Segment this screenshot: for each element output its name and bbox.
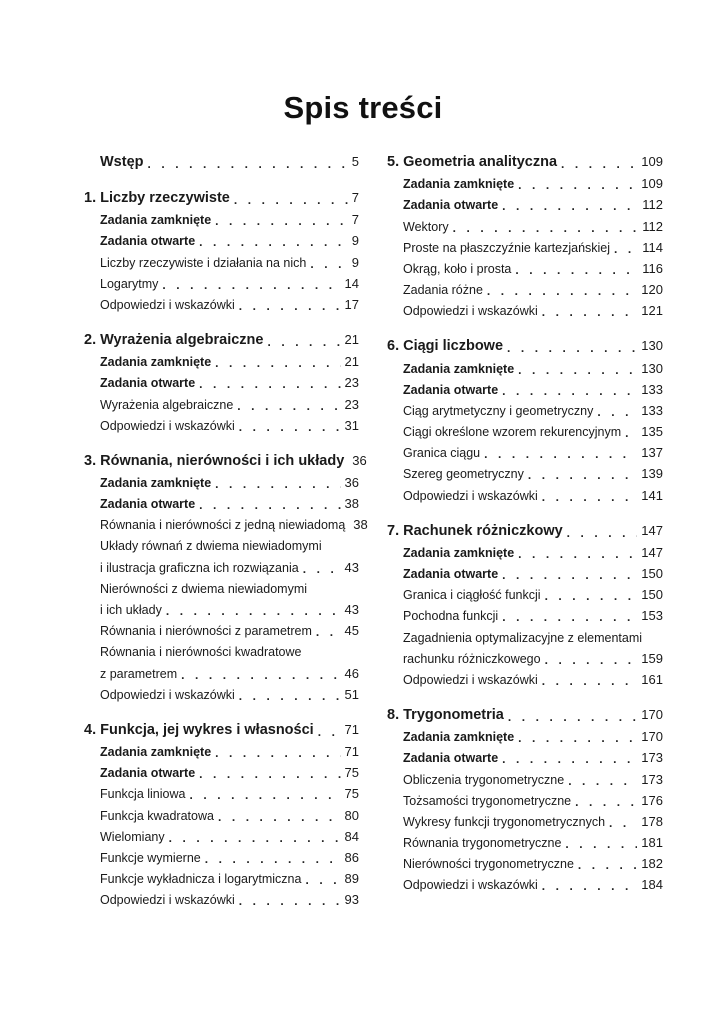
toc-entry-label: 4. Funkcja, jej wykres i własności	[84, 721, 314, 738]
toc-entry-label: Równania i nierówności z parametrem	[100, 624, 312, 639]
dot-leader	[518, 731, 637, 745]
toc-entry-label: 8. Trygonometria	[387, 706, 504, 723]
toc-entry[interactable]	[84, 349, 359, 370]
toc-entry-label: Szereg geometryczny	[403, 467, 524, 482]
toc-page-number: 176	[641, 792, 663, 808]
toc-entry[interactable]	[84, 660, 359, 681]
toc-entry[interactable]	[387, 377, 663, 398]
toc-entry[interactable]	[84, 760, 359, 781]
dot-leader	[166, 604, 341, 618]
dot-leader	[502, 199, 638, 213]
toc-entry-label: Nierówności z dwiema niewiadomymi	[100, 581, 308, 596]
toc-entry-label: Równania trygonometryczne	[403, 836, 562, 851]
toc-page-number: 109	[641, 154, 663, 169]
dot-leader	[310, 257, 347, 271]
toc-entry[interactable]	[387, 419, 663, 440]
toc-page-number: 38	[344, 496, 359, 512]
toc-page-number: 71	[344, 721, 359, 737]
toc-entry[interactable]	[84, 491, 359, 512]
toc-page-number: 178	[641, 813, 663, 829]
toc-page-number: 89	[344, 871, 359, 887]
toc-page-number: 184	[641, 877, 663, 893]
dot-leader	[515, 263, 638, 277]
toc-entry[interactable]	[84, 391, 359, 412]
toc-page-number: 23	[344, 375, 359, 391]
dot-leader	[507, 341, 637, 355]
dot-leader	[487, 284, 637, 298]
dot-leader	[267, 335, 340, 349]
toc-page-number: 181	[641, 835, 663, 851]
dot-leader	[542, 879, 638, 893]
toc-entry-label: Wyrażenia algebraiczne	[100, 397, 234, 412]
toc-entry-label: Zadania zamknięte	[100, 213, 212, 228]
toc-section[interactable]	[387, 333, 663, 355]
toc-entry-label: Zadania otwarte	[403, 198, 499, 213]
toc-entry[interactable]	[387, 213, 663, 234]
toc-entry-label: Odpowiedzi i wskazówki	[403, 878, 538, 893]
dot-leader	[568, 774, 637, 788]
toc-section[interactable]	[387, 702, 663, 724]
dot-leader	[239, 689, 341, 703]
toc-entry-label: Wstęp	[100, 154, 144, 170]
dot-leader	[508, 710, 637, 724]
toc-entry[interactable]	[84, 802, 359, 823]
toc-entry-label: 5. Geometria analityczna	[387, 154, 558, 170]
toc-page-number: 5	[351, 154, 359, 169]
dot-leader	[542, 305, 638, 319]
toc-page-number: 139	[641, 466, 663, 482]
dot-leader	[518, 547, 637, 561]
toc-entry-label: Granica ciągu	[403, 446, 481, 461]
dot-leader	[215, 214, 348, 228]
toc-entry-label: Zadania otwarte	[100, 376, 196, 391]
toc-page-number: 86	[344, 849, 359, 865]
toc-entry-label: Odpowiedzi i wskazówki	[403, 672, 538, 687]
toc-entry-label: Funkcja kwadratowa	[100, 808, 214, 823]
toc-entry-label: Zadania zamknięte	[403, 730, 515, 745]
dot-leader	[502, 568, 637, 582]
toc-page-number: 21	[344, 331, 359, 347]
toc-entry[interactable]	[84, 228, 359, 249]
toc-page-number: 147	[641, 544, 663, 560]
toc-page-number: 137	[641, 445, 663, 461]
toc-entry-label: Zadania różne	[403, 283, 483, 298]
toc-entry[interactable]	[387, 745, 663, 766]
dot-leader	[316, 625, 341, 639]
toc-entry[interactable]	[387, 192, 663, 213]
toc-entry[interactable]	[387, 561, 663, 582]
toc-page-number: 150	[641, 566, 663, 581]
dot-leader	[181, 668, 340, 682]
dot-leader	[169, 831, 341, 845]
toc-page-number: 71	[344, 743, 359, 759]
toc-section[interactable]	[84, 448, 367, 470]
toc-page-number: 21	[344, 354, 359, 370]
toc-page-number: 130	[641, 338, 663, 354]
dot-leader	[542, 674, 638, 688]
dot-leader	[545, 653, 638, 667]
toc-entry-label: Zadania zamknięte	[403, 361, 515, 376]
dot-leader	[237, 399, 340, 413]
toc-entry[interactable]	[84, 739, 359, 760]
toc-entry[interactable]	[387, 603, 663, 624]
toc-section[interactable]	[84, 327, 359, 349]
toc-entry[interactable]	[387, 461, 663, 482]
toc-page-number: 130	[641, 360, 663, 376]
toc-entry[interactable]	[387, 788, 663, 809]
toc-page-number: 17	[344, 296, 359, 312]
dot-leader	[215, 746, 340, 760]
toc-page-number: 120	[641, 282, 663, 298]
dot-leader	[189, 788, 340, 802]
toc-entry[interactable]	[387, 440, 663, 461]
toc-entry-label: Wielomiany	[100, 829, 165, 844]
toc-entry[interactable]	[387, 830, 663, 851]
toc-entry[interactable]	[387, 724, 663, 745]
toc-page-number: 182	[641, 856, 663, 872]
toc-page-number: 80	[344, 807, 359, 823]
toc-page-number: 14	[344, 275, 359, 291]
toc-entry-label: Proste na płaszczyźnie kartezjańskiej	[403, 240, 611, 255]
toc-page-number: 36	[344, 474, 359, 490]
toc-page-number: 23	[344, 396, 359, 412]
toc-entry[interactable]	[84, 781, 359, 802]
dot-leader	[502, 384, 637, 398]
toc-entry[interactable]	[387, 355, 663, 376]
toc-entry[interactable]	[387, 872, 663, 893]
dot-leader	[215, 477, 340, 491]
dot-leader	[199, 377, 340, 391]
toc-column-left	[84, 149, 368, 908]
dot-leader	[318, 725, 341, 739]
dot-leader	[609, 816, 637, 830]
toc-entry-line[interactable]	[387, 624, 663, 645]
toc-section[interactable]	[387, 149, 663, 171]
toc-page-number: 153	[641, 608, 663, 624]
toc-page-number: 109	[641, 176, 663, 192]
toc-entry[interactable]	[387, 851, 663, 872]
toc-entry-label: Zadania zamknięte	[100, 475, 212, 490]
toc-page-number: 9	[351, 233, 359, 249]
toc-page-number: 7	[351, 190, 359, 205]
toc-page-number: 51	[344, 686, 359, 702]
toc-entry-label: z parametrem	[100, 666, 178, 681]
toc-entry-label: Funkcje wymierne	[100, 850, 201, 865]
toc-entry-label: rachunku różniczkowego	[403, 651, 541, 666]
toc-entry-line[interactable]	[84, 533, 359, 554]
dot-leader	[162, 278, 340, 292]
dot-leader	[239, 894, 341, 908]
dot-leader	[303, 562, 341, 576]
toc-entry[interactable]	[387, 667, 663, 688]
dot-leader	[234, 193, 348, 207]
toc-page-number: 112	[642, 218, 663, 234]
toc-entry[interactable]	[387, 171, 663, 192]
toc-page-number: 135	[641, 424, 663, 440]
dot-leader	[614, 242, 638, 256]
dot-leader	[597, 405, 637, 419]
toc-entry[interactable]	[387, 540, 663, 561]
toc-page-number: 133	[641, 381, 663, 397]
toc-page-number: 170	[641, 729, 663, 745]
toc-entry[interactable]	[387, 298, 663, 319]
toc-entry-label: Tożsamości trygonometryczne	[403, 793, 572, 808]
dot-leader	[567, 526, 638, 540]
toc-entry[interactable]	[387, 398, 663, 419]
toc-page-number: 114	[642, 239, 663, 255]
toc-entry[interactable]	[84, 413, 359, 434]
toc-entry[interactable]	[387, 235, 663, 256]
toc-entry[interactable]	[387, 809, 663, 830]
toc-section[interactable]	[387, 518, 663, 540]
toc-entry-label: 6. Ciągi liczbowe	[387, 338, 504, 355]
toc-entry[interactable]	[387, 582, 663, 603]
toc-page-number: 31	[344, 417, 359, 433]
dot-leader	[239, 420, 341, 434]
toc-page-number: 116	[642, 260, 663, 276]
toc-entry-label: i ilustracja graficzna ich rozwiązania	[100, 560, 299, 575]
dot-leader	[484, 447, 637, 461]
toc-entry-label: Odpowiedzi i wskazówki	[100, 687, 235, 702]
toc-entry[interactable]	[84, 207, 359, 228]
dot-leader	[502, 752, 637, 766]
toc-entry[interactable]	[84, 824, 359, 845]
toc-entry-label: Pochodna funkcji	[403, 609, 499, 624]
toc-page-number: 75	[344, 765, 359, 781]
toc-entry-label: Liczby rzeczywiste i działania na nich	[100, 255, 307, 270]
toc-page-number: 43	[344, 602, 359, 617]
toc-entry[interactable]	[84, 554, 359, 575]
dot-leader	[239, 299, 341, 313]
toc-entry-label: Odpowiedzi i wskazówki	[100, 297, 235, 312]
toc-page-number: 75	[344, 786, 359, 802]
toc-entry[interactable]	[84, 618, 359, 639]
dot-leader	[199, 767, 340, 781]
toc-page-number: 170	[641, 706, 663, 722]
toc-entry[interactable]	[387, 277, 663, 298]
toc-entry[interactable]	[84, 512, 368, 533]
toc-entry-label: Zadania zamknięte	[403, 177, 515, 192]
dot-leader	[205, 852, 341, 866]
dot-leader	[305, 873, 340, 887]
toc-page-number: 150	[641, 587, 663, 603]
toc-entry-label: Zadania otwarte	[403, 382, 499, 397]
toc-entry-label: Zadania otwarte	[100, 766, 196, 781]
toc-page-number: 7	[351, 212, 359, 228]
dot-leader	[199, 498, 340, 512]
dot-leader	[561, 157, 637, 171]
toc-section[interactable]	[84, 149, 359, 171]
toc-page-number: 93	[344, 892, 359, 908]
toc-entry-label: Obliczenia trygonometryczne	[403, 772, 565, 787]
toc-entry-label: Odpowiedzi i wskazówki	[100, 893, 235, 908]
dot-leader	[502, 610, 637, 624]
toc-entry-label: Funkcje wykładnicza i logarytmiczna	[100, 872, 302, 887]
toc-entry-label: 3. Równania, nierówności i ich układy	[84, 452, 345, 469]
toc-entry-label: Nierówności trygonometryczne	[403, 857, 574, 872]
toc-page-number: 112	[642, 197, 663, 213]
toc-entry[interactable]	[84, 866, 359, 887]
dot-leader	[545, 589, 638, 603]
toc-page-number: 147	[641, 522, 663, 538]
toc-page-number: 84	[344, 828, 359, 844]
dot-leader	[199, 235, 348, 249]
toc-entry[interactable]	[387, 256, 663, 277]
toc-entry-label: Odpowiedzi i wskazówki	[403, 488, 538, 503]
toc-entry-label: Zadania zamknięte	[100, 744, 212, 759]
toc-entry[interactable]	[84, 597, 359, 618]
toc-section[interactable]	[84, 717, 359, 739]
toc-page-number: 161	[641, 671, 663, 687]
toc-page-number: 141	[641, 487, 663, 503]
dot-leader	[518, 178, 637, 192]
toc-entry[interactable]	[84, 271, 359, 292]
toc-entry-label: Zadania otwarte	[100, 497, 196, 512]
toc-entry-label: Zadania otwarte	[403, 567, 499, 581]
toc-entry[interactable]	[84, 470, 359, 491]
toc-entry-label: 7. Rachunek różniczkowy	[387, 522, 563, 539]
toc-entry-label: Zadania otwarte	[403, 751, 499, 766]
toc-page-number: 173	[641, 771, 663, 787]
toc-entry-label: Granica i ciągłość funkcji	[403, 588, 541, 603]
page-title: Spis treści	[283, 90, 443, 125]
dot-leader	[575, 795, 637, 809]
toc-entry-label: Układy równań z dwiema niewiadomymi	[100, 539, 322, 554]
toc-entry-label: Zadania otwarte	[100, 234, 196, 249]
dot-leader	[148, 157, 348, 171]
toc-entry-label: Równania i nierówności z jedną niewiadomą	[100, 518, 346, 533]
toc-page-number: 159	[641, 650, 663, 666]
toc-entry[interactable]	[84, 292, 359, 313]
toc-page-number: 45	[344, 623, 359, 639]
toc-entry-label: Funkcja liniowa	[100, 787, 186, 802]
toc-page-number: 46	[344, 665, 359, 681]
toc-page-number: 121	[641, 303, 663, 319]
toc-entry-label: 1. Liczby rzeczywiste	[84, 190, 230, 206]
toc-entry[interactable]	[387, 646, 663, 667]
toc-entry[interactable]	[387, 766, 663, 787]
toc-entry-label: Zadania zamknięte	[100, 355, 212, 370]
toc-entry-label: Ciągi określone wzorem rekurencyjnym	[403, 425, 622, 440]
toc-column-right	[387, 149, 663, 893]
dot-leader	[218, 810, 341, 824]
toc-entry-label: Zagadnienia optymalizacyjne z elementami	[403, 630, 643, 645]
toc-entry-line[interactable]	[84, 639, 359, 660]
toc-section[interactable]	[84, 185, 359, 207]
toc-entry-label: Równania i nierówności kwadratowe	[100, 645, 302, 660]
toc-entry[interactable]	[84, 887, 359, 908]
toc-entry-label: Wykresy funkcji trygonometrycznych	[403, 814, 606, 829]
toc-entry[interactable]	[84, 249, 359, 270]
toc-page-number: 36	[352, 452, 367, 468]
toc-entry-label: Odpowiedzi i wskazówki	[403, 304, 538, 319]
dot-leader	[578, 858, 637, 872]
dot-leader	[528, 468, 637, 482]
toc-page-number: 43	[344, 559, 359, 575]
toc-entry-label: Zadania zamknięte	[403, 545, 515, 560]
toc-entry-label: Ciąg arytmetyczny i geometryczny	[403, 403, 594, 418]
toc-entry-label: i ich układy	[100, 603, 162, 617]
dot-leader	[565, 837, 637, 851]
dot-leader	[453, 221, 639, 235]
toc-entry-label: Logarytmy	[100, 276, 159, 291]
toc-entry-label: 2. Wyrażenia algebraiczne	[84, 331, 264, 348]
toc-entry[interactable]	[84, 845, 359, 866]
toc-entry-label: Okrąg, koło i prosta	[403, 261, 512, 276]
toc-entry[interactable]	[84, 370, 359, 391]
toc-page-number: 133	[641, 402, 663, 418]
dot-leader	[542, 490, 638, 504]
toc-entry-label: Wektory	[403, 219, 449, 234]
toc-page-number: 173	[641, 750, 663, 766]
toc-entry[interactable]	[84, 682, 359, 703]
toc-page-number: 38	[353, 517, 368, 533]
toc-entry-label: Odpowiedzi i wskazówki	[100, 418, 235, 433]
dot-leader	[625, 426, 637, 440]
toc-entry-line[interactable]	[84, 576, 359, 597]
toc-entry[interactable]	[387, 482, 663, 503]
toc-page-number: 9	[351, 254, 359, 270]
dot-leader	[215, 356, 340, 370]
dot-leader	[518, 363, 637, 377]
